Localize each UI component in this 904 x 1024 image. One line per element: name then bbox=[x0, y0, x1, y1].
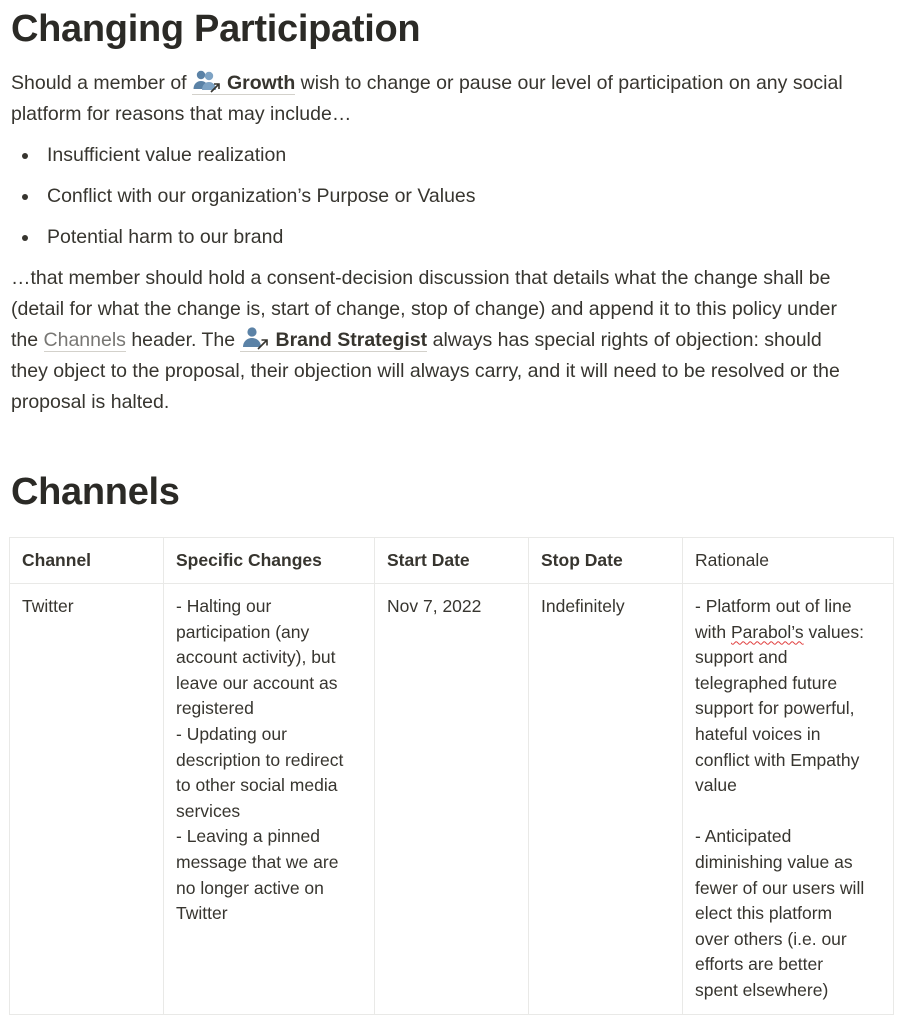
cell-channel[interactable] bbox=[10, 584, 164, 1015]
channels-link[interactable]: Channels bbox=[43, 329, 126, 351]
cell-text: - Anticipated bbox=[695, 826, 792, 847]
intro-suffix: wish to change or pause our level of participation on any social bbox=[295, 72, 843, 94]
cell-text: message that we are bbox=[176, 851, 339, 872]
table-header-row bbox=[10, 538, 894, 584]
cell-start-date[interactable] bbox=[375, 584, 529, 1015]
misspelled-word[interactable]: Parabol’s bbox=[730, 621, 804, 642]
column-header-specific-changes[interactable]: Specific Changes bbox=[164, 538, 375, 584]
cell-text: account activity), but bbox=[176, 647, 336, 668]
cell-text: no longer active on bbox=[176, 877, 324, 898]
cell-text: Twitter bbox=[22, 596, 74, 616]
policy-line-1: …that member should hold a consent-decision discussion that details what the change shall be bbox=[11, 267, 831, 289]
cell-text: Twitter bbox=[176, 903, 228, 924]
cell-text: over others (i.e. our bbox=[695, 928, 847, 949]
cell-text: spent elsewhere) bbox=[695, 979, 829, 1000]
rationale-suffix: values: bbox=[803, 621, 864, 642]
intro-line-1 bbox=[11, 68, 843, 103]
cell-text: elect this platform bbox=[695, 903, 833, 924]
cell-text: hateful voices in bbox=[695, 723, 821, 744]
brand-strategist-label: Brand Strategist bbox=[275, 329, 428, 351]
list-item: Conflict with our organization’s Purpose or Values bbox=[47, 185, 476, 207]
cell-text: Nov 7, 2022 bbox=[387, 596, 482, 616]
cell-text: efforts are better bbox=[695, 954, 824, 975]
heading-changing-participation: Changing Participation bbox=[11, 8, 421, 50]
column-header-start-date[interactable]: Start Date bbox=[375, 538, 529, 584]
cell-text: conflict with Empathy bbox=[695, 749, 860, 770]
person-icon bbox=[240, 326, 270, 360]
policy-line-3-prefix: the bbox=[11, 329, 44, 351]
policy-line-3 bbox=[11, 325, 822, 360]
cell-text: - Platform out of line bbox=[695, 596, 852, 616]
cell-text: diminishing value as bbox=[695, 851, 853, 872]
cell-stop-date[interactable] bbox=[529, 584, 683, 1015]
cell-text: fewer of our users will bbox=[695, 877, 865, 898]
cell-text: to other social media bbox=[176, 775, 338, 796]
policy-line-2: (detail for what the change is, start of change, stop of change) and append it to this policy under bbox=[11, 298, 838, 320]
cell-text: - Updating our bbox=[176, 723, 287, 744]
policy-line-4: they object to the proposal, their objection will always carry, and it will need to be resolved or the bbox=[11, 360, 840, 382]
table-row bbox=[10, 584, 894, 1015]
cell-text: - Leaving a pinned bbox=[176, 826, 320, 847]
growth-mention[interactable] bbox=[192, 72, 295, 95]
people-group-icon bbox=[192, 69, 222, 103]
cell-text: description to redirect bbox=[176, 749, 344, 770]
rationale-prefix: with bbox=[695, 621, 731, 642]
policy-line-3-suffix: always has special rights of objection: should bbox=[427, 329, 822, 351]
cell-text: - Halting our bbox=[176, 596, 272, 616]
cell-text: value bbox=[695, 775, 737, 796]
cell-text: Indefinitely bbox=[541, 596, 625, 616]
brand-strategist-mention[interactable] bbox=[240, 329, 427, 352]
cell-text: support and bbox=[695, 647, 788, 668]
column-header-rationale[interactable]: Rationale bbox=[683, 538, 894, 584]
channels-table bbox=[9, 537, 894, 1015]
list-item: Insufficient value realization bbox=[47, 144, 287, 166]
cell-text: participation (any bbox=[176, 621, 310, 642]
intro-line-2: platform for reasons that may include… bbox=[11, 103, 352, 125]
policy-line-5: proposal is halted. bbox=[11, 391, 170, 413]
policy-line-3-mid: header. The bbox=[125, 329, 241, 351]
column-header-channel[interactable]: Channel bbox=[10, 538, 164, 584]
cell-text bbox=[695, 799, 881, 825]
list-item: Potential harm to our brand bbox=[47, 226, 284, 248]
cell-text: services bbox=[176, 800, 241, 821]
bullet-icon bbox=[22, 235, 28, 241]
column-header-stop-date[interactable]: Stop Date bbox=[529, 538, 683, 584]
cell-text: telegraphed future bbox=[695, 672, 838, 693]
intro-prefix: Should a member of bbox=[11, 72, 193, 94]
heading-channels: Channels bbox=[11, 471, 180, 513]
cell-text: leave our account as bbox=[176, 672, 338, 693]
growth-mention-label: Growth bbox=[227, 72, 296, 94]
bullet-icon bbox=[22, 194, 28, 200]
cell-text: registered bbox=[176, 698, 254, 719]
cell-text bbox=[695, 620, 881, 646]
bullet-icon bbox=[22, 153, 28, 159]
cell-rationale[interactable] bbox=[683, 584, 894, 1015]
cell-specific-changes[interactable] bbox=[164, 584, 375, 1015]
cell-text: support for powerful, bbox=[695, 698, 855, 719]
